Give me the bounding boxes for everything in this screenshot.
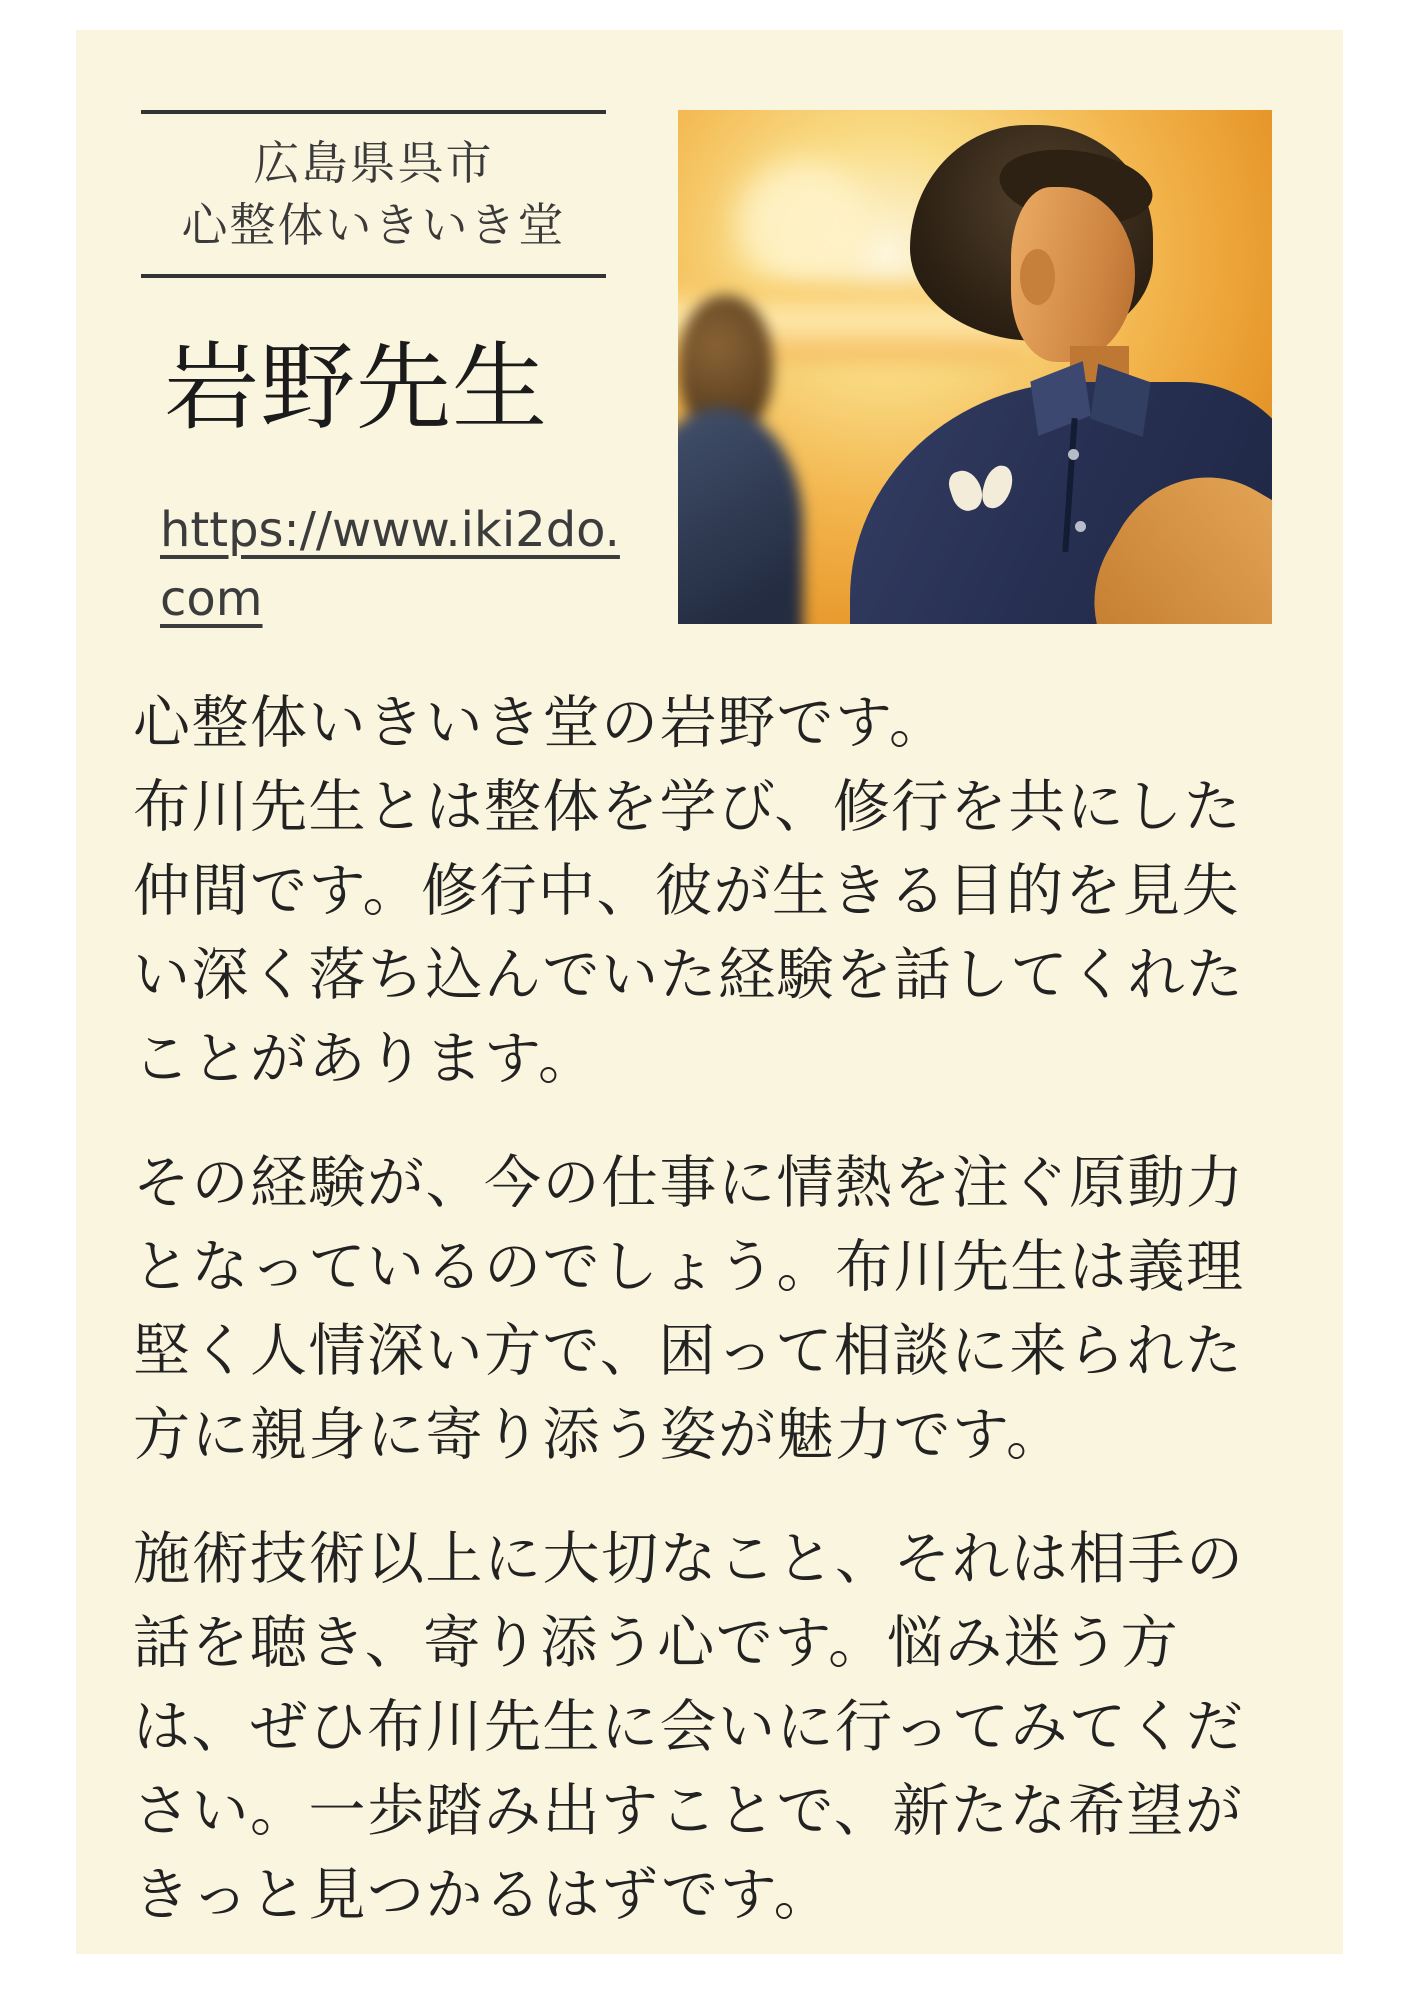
paragraph-3 <box>133 1517 1295 1937</box>
text-line: その経験が、今の仕事に情熱を注ぐ原動力 <box>133 1150 1245 1216</box>
website-link-line1: https://www.iki2do. <box>160 502 620 558</box>
paragraph-1 <box>133 681 1295 1101</box>
text-line: さい。一歩踏み出すことで、新たな希望が <box>133 1778 1244 1844</box>
text-line: 仲間です。修行中、彼が生きる目的を見失 <box>133 858 1240 924</box>
photo-lamp-glow <box>737 161 868 284</box>
text-line: い深く落ち込んでいた経験を話してくれた <box>133 942 1245 1008</box>
clinic-location: 広島県呉市 <box>253 136 494 190</box>
text-line: となっているのでしょう。布川先生は義理 <box>133 1234 1245 1300</box>
text-line: ことがあります。 <box>133 1026 597 1092</box>
recommendation-card <box>76 30 1343 1954</box>
teacher-name-title: 岩野先生 <box>163 333 548 443</box>
text-line: 布川先生とは整体を学び、修行を共にした <box>133 774 1243 840</box>
website-link[interactable] <box>160 496 650 634</box>
text-line: は、ぜひ布川先生に会いに行ってみてくだ <box>133 1694 1245 1760</box>
text-line: 方に親身に寄り添う姿が魅力です。 <box>133 1402 1065 1468</box>
text-line: 話を聴き、寄り添う心です。悩み迷う方 <box>133 1610 1180 1676</box>
text-line: きっと見つかるはずです。 <box>133 1862 833 1928</box>
text-line: 堅く人情深い方で、困って相談に来られた <box>133 1318 1244 1384</box>
clinic-location-box <box>141 110 606 278</box>
paragraph-2 <box>133 1141 1295 1477</box>
photo-shirt-button-1 <box>1068 449 1079 460</box>
clinic-name: 心整体いきいき堂 <box>181 198 566 252</box>
photo-teacher-ear <box>1020 249 1056 306</box>
photo-shirt-button-2 <box>1075 521 1086 532</box>
photo-background-person-body <box>678 408 803 624</box>
text-line: 心整体いきいき堂の岩野です。 <box>133 690 948 756</box>
text-line: 施術技術以上に大切なこと、それは相手の <box>133 1526 1245 1592</box>
website-link-line2: com <box>160 571 263 627</box>
recommendation-text <box>133 681 1295 1977</box>
teacher-photo <box>678 110 1272 624</box>
